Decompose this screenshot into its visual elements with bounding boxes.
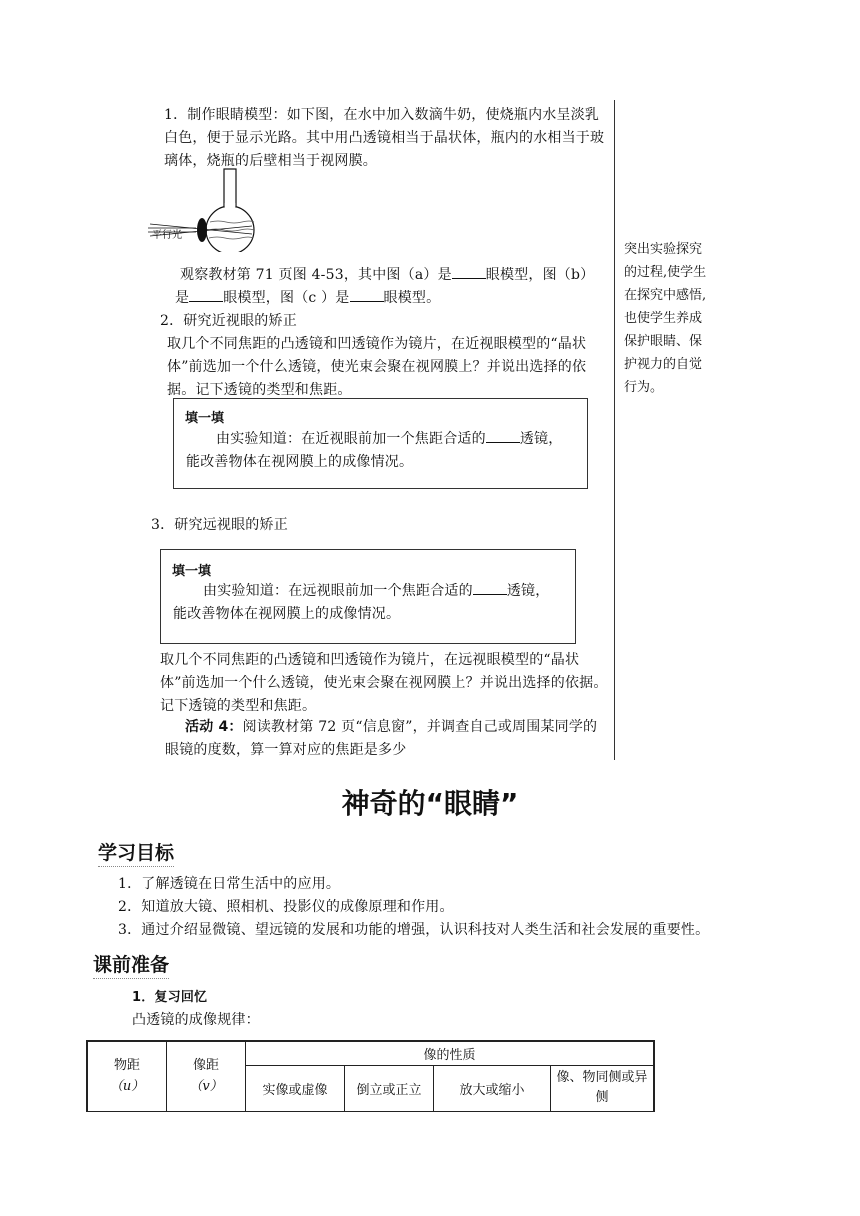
fill-box-1-line2: 能改善物体在视网膜上的成像情况。 xyxy=(186,454,414,470)
blank-a xyxy=(452,266,486,279)
activity-4 xyxy=(165,716,611,762)
fill-box-2-line1 xyxy=(203,580,573,603)
goal-3: 3．通过介绍显微镜、望远镜的发展和功能的增强，认识科技对人类生活和社会发展的重要性。 xyxy=(118,922,710,938)
activity-text: 阅读教材第 72 页“信息窗”，并调查自己或周围某同学的眼镜的度数，算一算对应的焦距是多少 xyxy=(165,719,598,758)
item2-text: 取几个不同焦距的凸透镜和凹透镜作为镜片，在近视眼模型的“晶状体”前选加一个什么透镜，使光束会聚在视网膜上？并说出选择的依据。记下透镜的类型和焦距。 xyxy=(167,336,587,398)
lesson-title: 神奇的“眼睛” xyxy=(341,787,519,820)
observe-c: 是 xyxy=(175,290,190,306)
item3-text: 取几个不同焦距的凸透镜和凹透镜作为镜片，在远视眼模型的“晶状体”前选加一个什么透镜，使光束会聚在视网膜上？并说出选择的依据。记下透镜的类型和焦距。 xyxy=(160,652,608,714)
review-title: 1．复习回忆 xyxy=(132,990,208,1005)
fill-box-1-text-a: 由实验知道：在近视眼前加一个焦距合适的 xyxy=(216,431,486,447)
sub-real-virtual: 实像或虚像 xyxy=(246,1065,345,1111)
sub-same-side: 像、物同侧或异侧 xyxy=(551,1065,655,1111)
eye-model-diagram xyxy=(146,166,261,252)
observe-b: 眼模型，图（b） xyxy=(485,267,595,283)
observe-line xyxy=(180,264,610,287)
observe-line-2 xyxy=(175,287,605,310)
observe-e: 眼模型。 xyxy=(383,290,441,306)
section-learning-goals: 学习目标 xyxy=(98,838,174,867)
item2-title: 2．研究近视眼的矫正 xyxy=(160,313,297,329)
col-u-symbol: （u） xyxy=(109,1079,145,1095)
goal-2: 2．知道放大镜、照相机、投影仪的成像原理和作用。 xyxy=(118,899,454,915)
observe-a: 观察教材第 71 页图 4-53，其中图（a）是 xyxy=(180,267,452,283)
sub-enlarged-reduced: 放大或缩小 xyxy=(434,1065,551,1111)
activity-label: 活动 4： xyxy=(185,719,243,735)
review-text: 凸透镜的成像规律： xyxy=(132,1012,260,1028)
col-object-distance xyxy=(87,1041,167,1111)
col-image-distance xyxy=(167,1041,246,1111)
lens-imaging-table xyxy=(86,1040,655,1112)
col-u-label: 物距 xyxy=(113,1058,140,1074)
col-v-symbol: （v） xyxy=(189,1079,223,1095)
blank-c xyxy=(350,289,384,302)
observe-d: 眼模型，图（c ）是 xyxy=(223,290,350,306)
item1-text: 1．制作眼睛模型：如下图，在水中加入数滴牛奶，使烧瓶内水呈淡乳白色，便于显示光路。其中用凸透镜相当于晶状体，瓶内的水相当于玻璃体，烧瓶的后壁相当于视网膜。 xyxy=(164,107,605,169)
fill-box-1-title: 填一填 xyxy=(185,411,225,426)
fill-box-2-text-b: 透镜， xyxy=(506,583,550,599)
fill-box-1 xyxy=(173,398,588,489)
blank-b xyxy=(189,289,223,302)
fill-box-2 xyxy=(160,549,576,644)
col-v-label: 像距 xyxy=(192,1058,219,1074)
col-image-properties: 像的性质 xyxy=(246,1041,655,1065)
fill-box-2-text-a: 由实验知道：在远视眼前加一个焦距合适的 xyxy=(203,583,473,599)
goal-1: 1．了解透镜在日常生活中的应用。 xyxy=(118,876,341,892)
item3-title: 3．研究远视眼的矫正 xyxy=(151,517,288,533)
fill-box-2-line2: 能改善物体在视网膜上的成像情况。 xyxy=(173,606,401,622)
side-note: 突出实验探究的过程,使学生在探究中感悟,也使学生养成保护眼睛、保护视力的自觉行为。 xyxy=(624,242,707,395)
sub-inverted-upright: 倒立或正立 xyxy=(345,1065,434,1111)
fill-box-2-title: 填一填 xyxy=(172,564,212,579)
diagram-label: 平行光 xyxy=(152,230,182,241)
fill-box-1-text-b: 透镜， xyxy=(519,431,563,447)
section-preparation: 课前准备 xyxy=(93,950,169,979)
blank-box2 xyxy=(473,582,507,595)
column-divider xyxy=(614,100,615,760)
fill-box-1-line1 xyxy=(216,428,586,451)
blank-box1 xyxy=(486,430,520,443)
